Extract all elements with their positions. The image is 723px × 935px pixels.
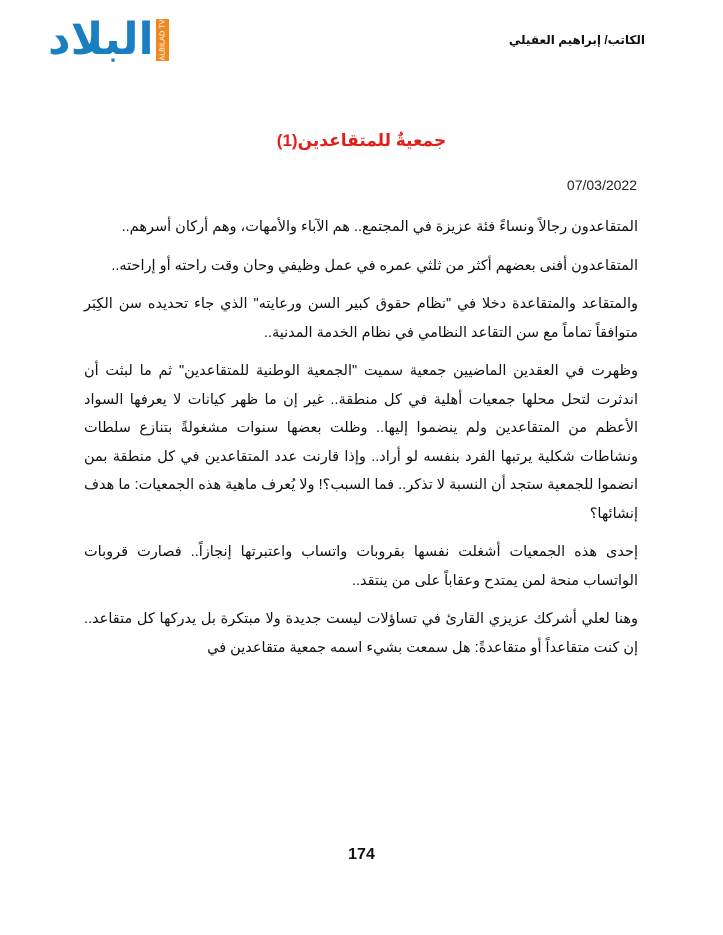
paragraph: المتقاعدون أفنى بعضهم أكثر من ثلثي عمره في عمل وظيفي وحان وقت راحته أو إراحته.. — [111, 257, 638, 274]
article-body — [84, 213, 638, 672]
paragraph: وظهرت في العقدين الماضيين جمعية سميت "الجمعية الوطنية للمتقاعدين" ثم ما لبثت أن اندثرت لتحل محلها جمعيات أهلية في كل منطقة.. غير إن ما ظهر كيانات لا يعرفها السواد الأعظم من المتقاعدين ولم ينضموا إليها.. وظلت بعضها سنوات مشغولةً بتنازع سلطات ونشاطات شكلية يرتبها الفرد بنفسه لو أراد.. وإذا قارنت عدد المتقاعدين في كل منطقة بمن انضموا للجمعية ستجد أن النسبة لا تذكر.. فما السبب؟! ولا يُعرف ماهية هذه الجمعيات: ما هدف إنشائها؟ — [84, 363, 638, 522]
article-title: جمعيةٌ للمتقاعدين(1) — [276, 131, 447, 150]
paragraph: وهنا لعلي أشركك عزيزي القارئ في تساؤلات ليست جديدة ولا مبتكرة بل يدركها كل متقاعد.. إن كنت متقاعداً أو متقاعدةً: هل سمعت بشيء اسمه جمعية متقاعدين في — [84, 611, 638, 656]
paragraph: إحدى هذه الجمعيات أشغلت نفسها بقروبات واتساب واعتبرتها إنجازاً.. فصارت قروبات الواتساب منحة لمن يمتدح وعقاباً على من ينتقد.. — [84, 544, 638, 589]
logo-tag-text: ALBILAD TV — [158, 19, 167, 61]
paragraph: والمتقاعد والمتقاعدة دخلا في "نظام حقوق كبير السن ورعايته" الذي جاء تحديده سن الكِبَر متوافقاً تماماً مع سن التقاعد النظامي في نظام الخدمة المدنية.. — [84, 296, 638, 341]
article-date: 07/03/2022 — [566, 177, 637, 193]
paragraph: المتقاعدون رجالاً ونساءً فئة عزيزة في المجتمع.. هم الآباء والأمهات، وهم أركان أسرهم.. — [121, 219, 638, 235]
author-line: الكاتب/ إبراهيم العقيلي — [508, 33, 645, 47]
logo-tv-tag — [156, 19, 169, 61]
albilad-logo — [48, 16, 169, 64]
page-number: 174 — [348, 846, 375, 863]
logo-wordmark: البلاد — [48, 14, 154, 65]
